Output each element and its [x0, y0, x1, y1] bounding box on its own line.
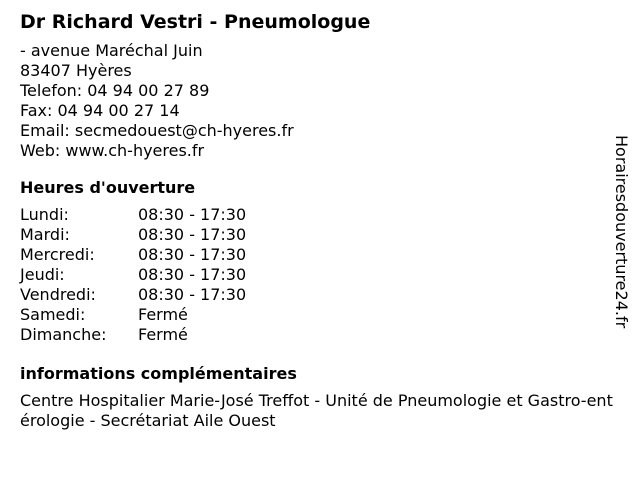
hours-row-sunday — [20, 325, 620, 345]
hours-row-friday — [20, 285, 620, 305]
info-text: Centre Hospitalier Marie-José Treffot - Unité de Pneumologie et Gastro-entérologie - Secrétariat Aile Ouest — [20, 391, 613, 430]
fax-number: Fax: 04 94 00 27 14 — [20, 101, 180, 120]
phone-number: Telefon: 04 94 00 27 89 — [20, 81, 210, 100]
email-address: Email: secmedouest@ch-hyeres.fr — [20, 121, 294, 140]
hours-heading: Heures d'ouverture — [20, 178, 196, 197]
hours-row-monday — [20, 205, 620, 225]
page-title: Dr Richard Vestri - Pneumologue — [20, 11, 371, 33]
contact-block — [20, 41, 620, 161]
hours-day-label: Dimanche: — [20, 325, 107, 344]
opening-hours-table — [20, 205, 620, 345]
website: Web: www.ch-hyeres.fr — [20, 141, 205, 160]
hours-day-label: Lundi: — [20, 205, 69, 224]
hours-row-saturday — [20, 305, 620, 325]
hours-time-value: 08:30 - 17:30 — [138, 205, 247, 224]
city-address: 83407 Hyères — [20, 61, 132, 80]
hours-row-wednesday — [20, 245, 620, 265]
hours-time-value: Fermé — [138, 305, 188, 324]
hours-day-label: Vendredi: — [20, 285, 96, 304]
street-address: - avenue Maréchal Juin — [20, 41, 203, 60]
hours-time-value: 08:30 - 17:30 — [138, 245, 247, 264]
hours-time-value: 08:30 - 17:30 — [138, 285, 247, 304]
hours-day-label: Jeudi: — [20, 265, 65, 284]
hours-day-label: Samedi: — [20, 305, 86, 324]
hours-row-tuesday — [20, 225, 620, 245]
hours-time-value: Fermé — [138, 325, 188, 344]
site-watermark: Horairesdouverture24.fr — [612, 135, 631, 329]
hours-row-thursday — [20, 265, 620, 285]
hours-time-value: 08:30 - 17:30 — [138, 265, 247, 284]
hours-day-label: Mardi: — [20, 225, 70, 244]
hours-time-value: 08:30 - 17:30 — [138, 225, 247, 244]
hours-day-label: Mercredi: — [20, 245, 95, 264]
business-card — [20, 10, 620, 431]
info-heading: informations complémentaires — [20, 364, 297, 383]
